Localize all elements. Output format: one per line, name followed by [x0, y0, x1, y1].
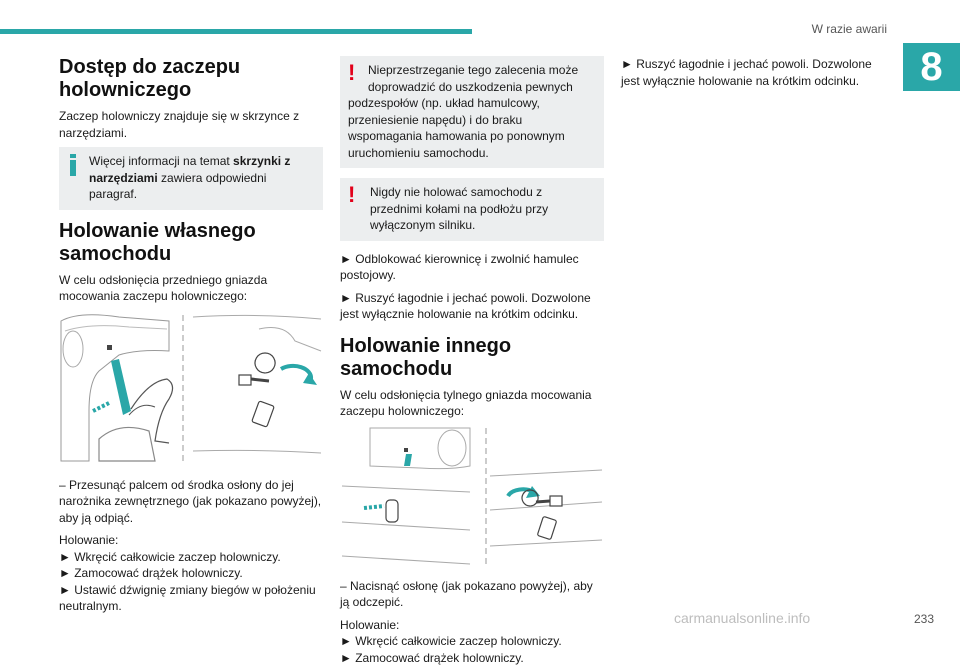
front-towing-illustration	[59, 311, 323, 467]
warning-box-front-wheels	[340, 178, 604, 241]
towing-label-2: Holowanie:	[340, 617, 604, 634]
warning-text-1-rest: podzespołów (np. układ hamulcowy, przeniesienie napędu) i do braku wspomagania hamowania po ponownym uruchomieniu samochodu.	[348, 95, 596, 161]
bullet-drive-slowly-2: ► Ruszyć łagodnie i jechać powoli. Dozwolone jest wyłącznie holowanie na krótkim odcinku.	[621, 56, 885, 89]
paragraph-own-vehicle: W celu odsłonięcia przedniego gniazda mocowania zaczepu holowniczego:	[59, 272, 323, 305]
bullet-unlock-steering: ► Odblokować kierownicę i zwolnić hamulec postojowy.	[340, 251, 604, 284]
step-press-cover: – Nacisnąć osłonę (jak pokazano powyżej), aby ją odczepić.	[340, 578, 604, 611]
bullet-screw-eye-1: ► Wkręcić całkowicie zaczep holowniczy.	[59, 549, 323, 566]
paragraph-access: Zaczep holowniczy znajduje się w skrzynce z narzędziami.	[59, 108, 323, 141]
warning-icon: !	[348, 62, 355, 84]
column-1	[59, 56, 323, 615]
towing-label-1: Holowanie:	[59, 532, 323, 549]
rear-bumper-cover-drawing	[340, 426, 604, 568]
watermark: carmanualsonline.info	[674, 610, 810, 626]
step-finger-slide: – Przesunąć palcem od środka osłony do jej narożnika zewnętrznego (jak pokazano powyżej), aby ją odpiąć.	[59, 477, 323, 527]
rear-towing-illustration	[340, 426, 604, 568]
warning-text-2: Nigdy nie holować samochodu z przednimi kołami na podłożu przy wyłączonym silniku.	[370, 185, 548, 232]
info-text-post: zawiera odpowiedni paragraf.	[89, 171, 266, 202]
heading-access-towing-eye: Dostęp do zaczepu holowniczego	[59, 56, 323, 102]
column-3	[621, 56, 885, 95]
header-accent-bar	[0, 29, 472, 34]
bullet-attach-bar-2: ► Zamocować drążek holowniczy.	[340, 650, 604, 666]
warning-text-1-first: Nieprzestrzeganie tego zalecenia może doprowadzić do uszkodzenia pewnych	[348, 62, 596, 95]
bullet-drive-slowly-1: ► Ruszyć łagodnie i jechać powoli. Dozwolone jest wyłącznie holowanie na krótkim odcinku.	[340, 290, 604, 323]
chapter-number-tab: 8	[903, 43, 960, 91]
info-icon	[65, 154, 81, 176]
warning-icon: !	[348, 184, 355, 206]
heading-other-vehicle: Holowanie innego samochodu	[340, 335, 604, 381]
paragraph-other-vehicle: W celu odsłonięcia tylnego gniazda mocowania zaczepu holowniczego:	[340, 387, 604, 420]
page-number: 233	[914, 612, 934, 626]
info-box-toolbox	[59, 147, 323, 210]
front-bumper-cover-drawing	[59, 311, 323, 467]
bullet-attach-bar-1: ► Zamocować drążek holowniczy.	[59, 565, 323, 582]
section-title: W razie awarii	[812, 22, 887, 36]
warning-box-damage	[340, 56, 604, 168]
heading-own-vehicle: Holowanie własnego samochodu	[59, 220, 323, 266]
info-text-bold: skrzynki z narzędziami	[89, 154, 290, 185]
bullet-neutral: ► Ustawić dźwignię zmiany biegów w położeniu neutralnym.	[59, 582, 323, 615]
bullet-screw-eye-2: ► Wkręcić całkowicie zaczep holowniczy.	[340, 633, 604, 650]
column-2	[340, 56, 604, 666]
info-text-pre: Więcej informacji na temat	[89, 154, 233, 168]
